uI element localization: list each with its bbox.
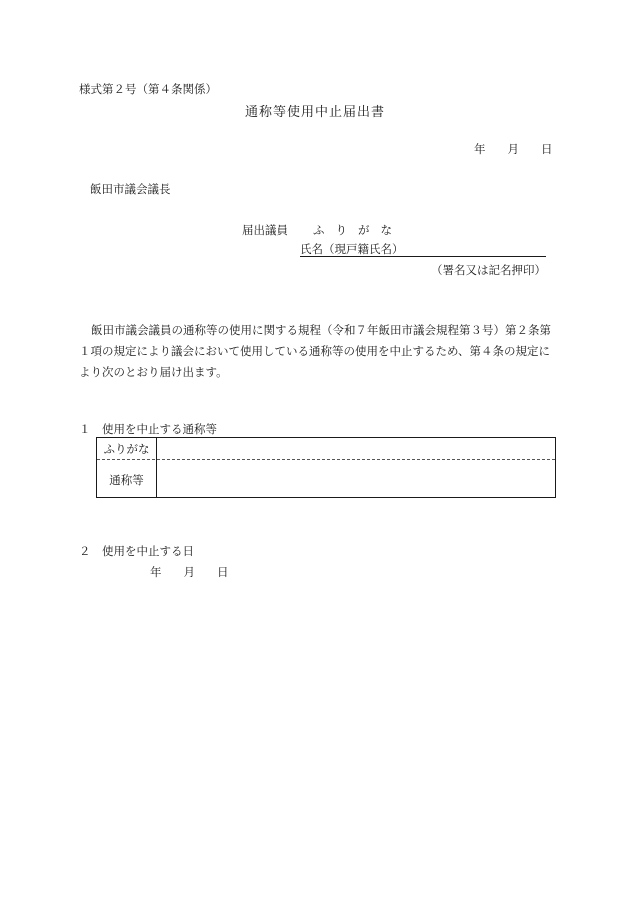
- name-signature-line[interactable]: [300, 256, 546, 257]
- reporter-label: 届出議員: [242, 223, 288, 237]
- reporter-name-label: 氏名（現戸籍氏名）: [300, 242, 404, 256]
- body-text: 飯田市議会議員の通称等の使用に関する規程（令和７年飯田市議会規程第３号）第２条第１項の規定により議会において使用している通称等の使用を中止するため、第４条の規定により次のとおり届け出ます。: [79, 323, 551, 379]
- stop-date: [150, 564, 229, 580]
- submission-date: [456, 141, 553, 157]
- signature-note: （署名又は記名押印）: [431, 263, 546, 277]
- table-divider-vertical: [156, 438, 157, 497]
- stop-date-year-label: 年: [150, 565, 162, 579]
- section1-heading: １ 使用を中止する通称等: [79, 422, 217, 436]
- form-number: 様式第２号（第４条関係）: [79, 82, 217, 96]
- date-year-label: 年: [474, 142, 486, 156]
- page-title: 通称等使用中止届出書: [244, 105, 385, 120]
- reporter-furigana-label: ふりがな: [313, 223, 403, 237]
- addressee: 飯田市議会議長: [90, 182, 171, 196]
- table-furigana-value[interactable]: [163, 441, 543, 457]
- table-divider-dashed: [97, 459, 555, 460]
- table-name-value[interactable]: [163, 472, 543, 488]
- table-name-label: 通称等: [109, 473, 144, 487]
- table-furigana-label: ふりがな: [103, 442, 150, 456]
- section2-heading: ２ 使用を中止する日: [79, 544, 194, 558]
- date-day-label: 日: [541, 142, 553, 156]
- stop-date-month-label: 月: [183, 565, 195, 579]
- date-month-label: 月: [507, 142, 519, 156]
- alias-table: [96, 437, 556, 498]
- stop-date-day-label: 日: [217, 565, 229, 579]
